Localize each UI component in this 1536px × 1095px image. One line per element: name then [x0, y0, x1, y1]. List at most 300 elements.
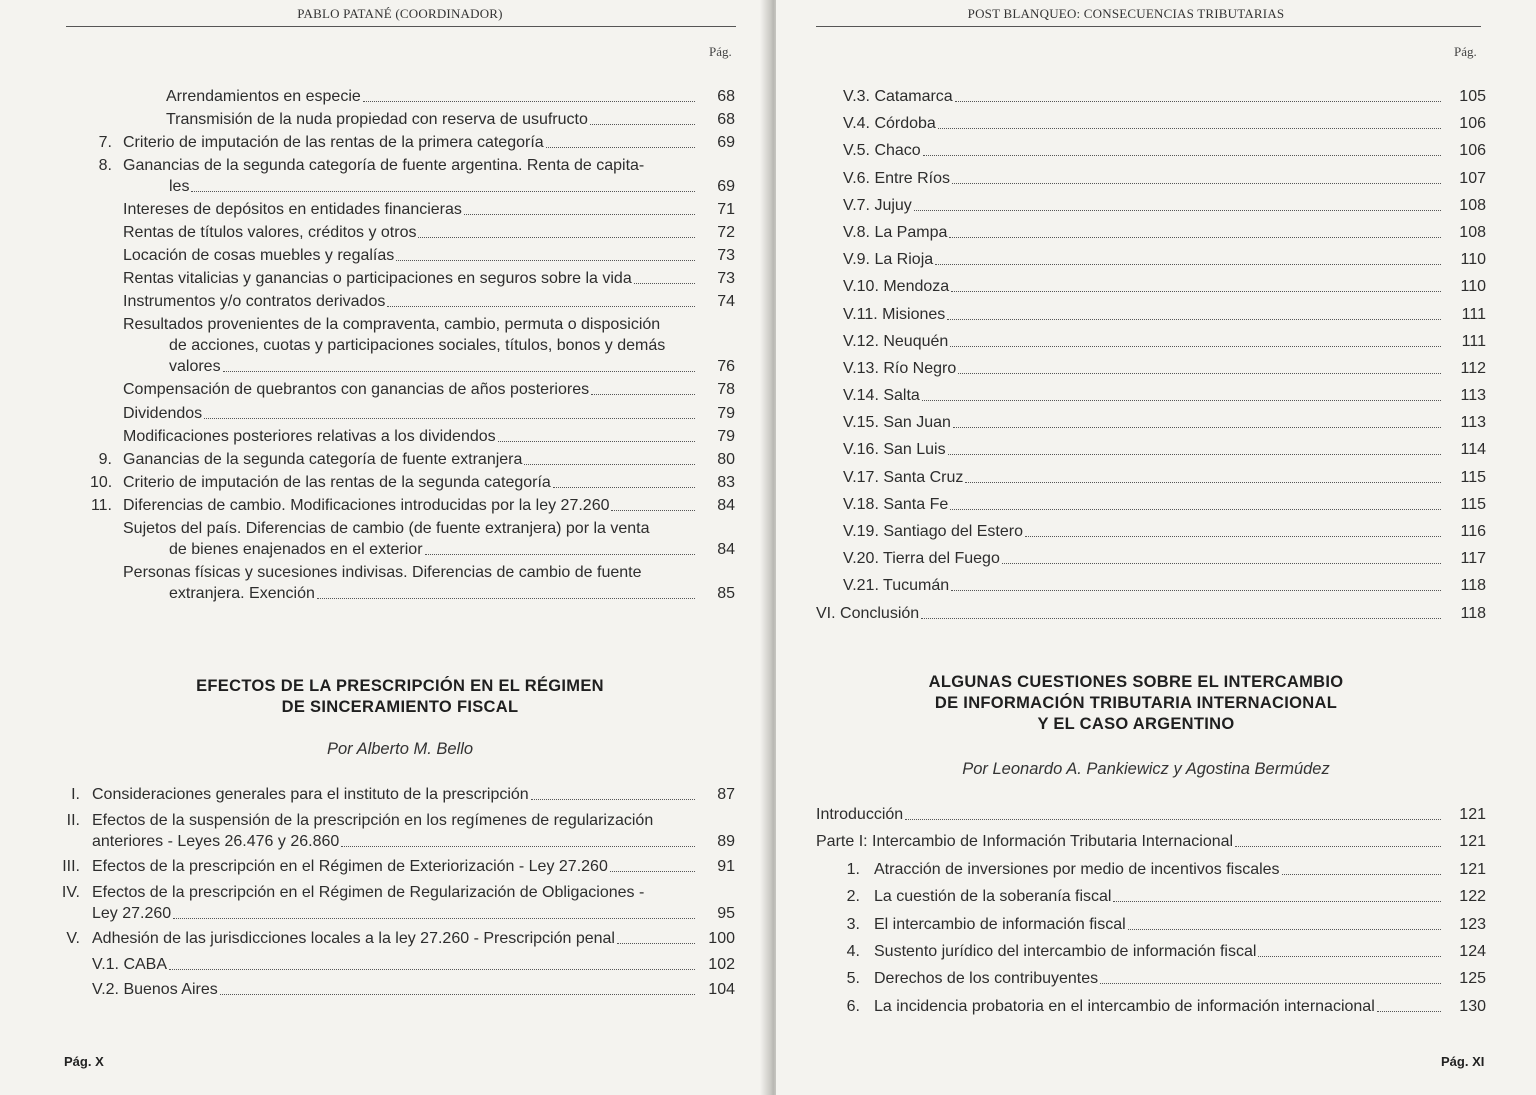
toc-entry-body — [92, 979, 695, 1000]
toc-entry-text: Personas físicas y sucesiones indivisas. Diferencias de cambio de fuente — [123, 563, 642, 581]
toc-entry — [90, 449, 735, 470]
toc-entry — [60, 856, 735, 877]
toc-line — [816, 467, 1486, 488]
toc-line — [816, 86, 1486, 107]
toc-entry-text: V.7. Jujuy — [843, 196, 912, 214]
toc-entry-text: VI. Conclusión — [816, 604, 920, 622]
toc-entry-body — [843, 168, 1441, 189]
toc-list — [90, 86, 735, 606]
toc-entry-text: V.17. Santa Cruz — [843, 468, 964, 486]
toc-entry-text: La cuestión de la soberanía fiscal — [874, 888, 1112, 906]
toc-entry-text: El intercambio de información fiscal — [874, 915, 1126, 933]
byline: Por Alberto M. Bello — [326, 740, 474, 758]
toc-page-number: 112 — [1460, 359, 1486, 377]
dot-leader — [1235, 845, 1441, 847]
toc-page-number: 121 — [1459, 806, 1486, 823]
toc-line — [816, 886, 1486, 907]
toc-page-number: 115 — [1460, 495, 1486, 513]
toc-page-number: 68 — [717, 88, 735, 105]
toc-number: IV. — [61, 883, 80, 901]
toc-entry-text: Derechos de los contribuyentes — [874, 970, 1099, 988]
toc-page-number: 91 — [717, 858, 735, 875]
toc-page-number: 108 — [1459, 223, 1486, 241]
toc-entry-text: V.16. San Luis — [843, 441, 946, 459]
toc-entry-text: extranjera. Exención — [169, 584, 315, 602]
dot-leader — [953, 426, 1441, 428]
toc-entry — [90, 495, 735, 516]
toc-entry — [60, 928, 735, 949]
toc-entry-text: valores — [169, 358, 221, 376]
dot-leader — [531, 798, 695, 800]
toc-entry-text: V.18. Santa Fe — [843, 495, 949, 513]
toc-entry-body — [92, 903, 695, 924]
dot-leader — [220, 993, 695, 995]
toc-entry-body — [169, 539, 695, 560]
toc-page-number: 85 — [717, 584, 735, 602]
toc-line — [816, 412, 1486, 433]
dot-leader — [905, 818, 1441, 820]
toc-line — [90, 268, 735, 289]
toc-line — [90, 539, 735, 560]
dot-leader — [947, 318, 1441, 320]
toc-entry-text: Rentas vitalicias y ganancias o participaciones en seguros sobre la vida — [123, 270, 632, 288]
toc-entry-body — [843, 140, 1441, 161]
dot-leader — [1113, 900, 1441, 902]
dot-leader — [387, 305, 695, 307]
toc-entry-text: V.1. CABA — [92, 955, 168, 973]
header-rule — [816, 26, 1481, 27]
toc-entry-body — [874, 859, 1441, 880]
toc-entry-text: V.9. La Rioja — [843, 251, 934, 269]
toc-entry — [816, 831, 1486, 852]
dot-leader — [935, 263, 1441, 265]
toc-entry — [90, 472, 735, 493]
dot-leader — [952, 182, 1441, 184]
toc-entry — [90, 132, 735, 153]
toc-line — [816, 168, 1486, 189]
dot-leader — [1025, 535, 1441, 537]
toc-page-number: 74 — [717, 293, 735, 311]
toc-line — [816, 249, 1486, 270]
dot-leader — [396, 259, 695, 261]
toc-entry — [816, 941, 1486, 962]
toc-page-number: 110 — [1460, 251, 1486, 269]
toc-entry-text: V.8. La Pampa — [843, 223, 948, 241]
toc-page-number: 110 — [1460, 278, 1486, 296]
toc-page-number: 108 — [1459, 196, 1486, 214]
toc-entry — [90, 314, 735, 377]
toc-entry-body — [843, 304, 1441, 325]
toc-entry-text: V.11. Misiones — [843, 305, 946, 323]
toc-line — [816, 521, 1486, 542]
toc-entry-body — [123, 291, 695, 312]
toc-line — [816, 222, 1486, 243]
toc-entry-body — [843, 412, 1441, 433]
toc-entry — [816, 385, 1486, 406]
toc-entry — [816, 331, 1486, 352]
toc-entry — [816, 140, 1486, 161]
toc-line — [90, 379, 735, 400]
toc-page-number: 83 — [717, 473, 735, 491]
toc-entry-text: Consideraciones generales para el instituto de la prescripción — [92, 786, 529, 803]
toc-page-number: 72 — [717, 224, 735, 242]
dot-leader — [948, 453, 1441, 455]
toc-page-number: 115 — [1460, 468, 1486, 486]
toc-line — [60, 882, 735, 903]
toc-page-number: 69 — [717, 178, 735, 196]
toc-entry-text: Ganancias de la segunda categoría de fuente argentina. Renta de capita- — [123, 157, 645, 175]
toc-number: 8. — [98, 157, 112, 175]
toc-entry-body — [843, 195, 1441, 216]
toc-entry-body — [169, 356, 695, 377]
dot-leader — [317, 597, 695, 599]
toc-entry-body — [816, 603, 1441, 624]
dot-leader — [363, 100, 695, 102]
dot-leader — [921, 617, 1441, 619]
toc-line — [816, 358, 1486, 379]
toc-line — [816, 859, 1486, 880]
toc-entry-body — [843, 548, 1441, 569]
toc-line — [816, 914, 1486, 935]
toc-entry — [60, 810, 735, 852]
toc-entry-text: Adhesión de las jurisdicciones locales a la ley 27.260 - Prescripción penal — [92, 930, 615, 947]
toc-entry-body — [874, 996, 1441, 1017]
toc-line — [60, 856, 735, 877]
dot-leader — [425, 553, 695, 555]
toc-number: 9. — [98, 450, 112, 468]
toc-entry — [90, 403, 735, 424]
toc-page-number: 73 — [717, 270, 735, 288]
toc-entry-text: V.21. Tucumán — [843, 577, 950, 595]
dot-leader — [923, 154, 1441, 156]
toc-number: III. — [62, 858, 80, 875]
toc-page-number: 121 — [1459, 860, 1486, 878]
toc-line — [60, 954, 735, 975]
toc-line — [816, 439, 1486, 460]
toc-page-number: 107 — [1459, 169, 1486, 187]
toc-entry-text: Dividendos — [123, 404, 203, 422]
toc-entry-body — [123, 379, 695, 400]
toc-page-number: 121 — [1459, 833, 1486, 851]
toc-entry-text: de acciones, cuotas y participaciones sociales, títulos, bonos y demás — [169, 337, 666, 355]
toc-entry-text: Locación de cosas muebles y regalías — [123, 247, 395, 265]
toc-entry-body — [816, 831, 1441, 852]
dot-leader — [524, 463, 695, 465]
dot-leader — [951, 589, 1441, 591]
toc-entry-text: Efectos de la prescripción en el Régimen de Exteriorización - Ley 27.260 — [92, 858, 608, 875]
right-page — [776, 0, 1536, 1095]
toc-entry-text: anteriores - Leyes 26.476 y 26.860 — [92, 832, 340, 850]
section-title-line: DE INFORMACIÓN TRIBUTARIA INTERNACIONAL — [934, 694, 1338, 712]
toc-entry — [816, 412, 1486, 433]
toc-entry-text: Ley 27.260 — [92, 904, 172, 922]
toc-line — [816, 575, 1486, 596]
toc-line — [90, 495, 735, 516]
dot-leader — [204, 417, 695, 419]
toc-entry-text: Efectos de la prescripción en el Régimen de Regularización de Obligaciones - — [92, 883, 645, 901]
toc-number: 1. — [846, 860, 860, 878]
section-title-line: ALGUNAS CUESTIONES SOBRE EL INTERCAMBIO — [928, 673, 1344, 691]
toc-entry-body — [843, 358, 1441, 379]
toc-entry-text: Instrumentos y/o contratos derivados — [123, 293, 386, 311]
toc-page-number: 73 — [717, 247, 735, 265]
toc-entry-body — [843, 575, 1441, 596]
toc-entry — [816, 358, 1486, 379]
toc-line — [90, 518, 735, 539]
toc-entry — [816, 276, 1486, 297]
toc-entry-body — [874, 968, 1441, 989]
toc-entry — [90, 86, 735, 107]
toc-page-number: 123 — [1459, 915, 1486, 933]
toc-line — [90, 449, 735, 470]
toc-line — [90, 356, 735, 377]
toc-line — [90, 199, 735, 220]
dot-leader — [1100, 982, 1441, 984]
toc-page-number: 111 — [1461, 332, 1486, 350]
dot-leader — [914, 209, 1441, 211]
section-title-line: DE SINCERAMIENTO FISCAL — [281, 698, 519, 716]
toc-page-number: 122 — [1459, 888, 1486, 906]
toc-entry-text: Transmisión de la nuda propiedad con reserva de usufructo — [166, 111, 588, 129]
dot-leader — [617, 942, 695, 944]
toc-page-number: 69 — [717, 134, 735, 152]
toc-entry — [816, 86, 1486, 107]
toc-entry-text: Arrendamientos en especie — [166, 88, 361, 105]
toc-entry-text: V.19. Santiago del Estero — [843, 523, 1023, 540]
toc-entry-text: La incidencia probatoria en el intercambio de información internacional — [874, 997, 1375, 1015]
toc-entry — [816, 886, 1486, 907]
toc-page-number: 84 — [717, 540, 735, 558]
toc-entry-body — [123, 403, 695, 424]
toc-entry-text: Compensación de quebrantos con ganancias de años posteriores — [123, 381, 590, 399]
toc-page-number: 114 — [1460, 441, 1486, 459]
toc-entry-body — [169, 583, 695, 604]
toc-entry — [90, 155, 735, 197]
toc-entry-text: les — [169, 178, 190, 196]
header-rule — [66, 26, 736, 27]
toc-entry-text: Atracción de inversiones por medio de incentivos fiscales — [874, 860, 1280, 878]
toc-entry — [816, 467, 1486, 488]
toc-number: 6. — [846, 997, 860, 1015]
dot-leader — [464, 213, 695, 215]
toc-entry-text: V.13. Río Negro — [843, 359, 957, 377]
dot-leader — [553, 486, 695, 488]
toc-page-number: 95 — [717, 904, 735, 922]
toc-entry-body — [169, 176, 695, 197]
toc-entry-text: Parte I: Intercambio de Información Tributaria Internacional — [816, 833, 1234, 851]
toc-line — [90, 245, 735, 266]
toc-line — [816, 385, 1486, 406]
toc-page-number: 125 — [1459, 970, 1486, 988]
toc-line — [816, 996, 1486, 1017]
toc-entry-body — [123, 426, 695, 447]
toc-entry-body — [843, 222, 1441, 243]
toc-entry — [60, 954, 735, 975]
toc-entry-text: Criterio de imputación de las rentas de la segunda categoría — [123, 473, 551, 491]
dot-leader — [169, 968, 695, 970]
toc-entry-body — [874, 914, 1441, 935]
toc-entry — [60, 882, 735, 924]
running-head: POST BLANQUEO: CONSECUENCIAS TRIBUTARIAS — [967, 6, 1285, 21]
toc-entry — [60, 979, 735, 1000]
toc-entry — [816, 575, 1486, 596]
toc-list — [60, 784, 735, 1005]
toc-line — [816, 276, 1486, 297]
toc-page-number: 89 — [717, 832, 735, 850]
toc-entry-text: V.6. Entre Ríos — [843, 169, 951, 187]
toc-entry-text: Modificaciones posteriores relativas a los dividendos — [123, 427, 496, 445]
toc-line — [90, 222, 735, 243]
toc-entry-body — [123, 222, 695, 243]
toc-page-number: 79 — [717, 427, 735, 445]
toc-line — [60, 831, 735, 852]
toc-line — [60, 903, 735, 924]
toc-entry-body — [123, 268, 695, 289]
toc-entry-body — [166, 86, 695, 107]
toc-line — [816, 548, 1486, 569]
toc-page-number: 118 — [1460, 577, 1486, 595]
toc-entry-body — [92, 784, 695, 805]
toc-entry — [816, 113, 1486, 134]
dot-leader — [958, 372, 1441, 374]
toc-entry — [816, 859, 1486, 880]
section-title — [80, 676, 720, 718]
toc-entry-body — [843, 467, 1441, 488]
dot-leader — [949, 236, 1441, 238]
toc-line — [90, 403, 735, 424]
toc-line — [816, 113, 1486, 134]
toc-entry-text: V.10. Mendoza — [843, 278, 950, 296]
toc-entry-text: Diferencias de cambio. Modificaciones introducidas por la ley 27.260 — [123, 496, 610, 514]
dot-leader — [965, 481, 1441, 483]
toc-number: 5. — [846, 970, 860, 988]
section-title — [836, 672, 1436, 735]
toc-line — [90, 472, 735, 493]
toc-entry-body — [123, 245, 695, 266]
toc-page-number: 117 — [1460, 550, 1486, 568]
toc-page-number: 124 — [1459, 942, 1486, 960]
toc-entry-body — [843, 249, 1441, 270]
toc-entry — [90, 562, 735, 604]
dot-leader — [950, 345, 1441, 347]
toc-entry-text: V.20. Tierra del Fuego — [843, 550, 1000, 568]
toc-entry — [90, 518, 735, 560]
toc-entry-text: Rentas de títulos valores, créditos y otros — [123, 224, 417, 242]
dot-leader — [1282, 873, 1441, 875]
toc-line — [60, 928, 735, 949]
dot-leader — [611, 509, 695, 511]
toc-page-number: 102 — [708, 955, 735, 973]
toc-entry-body — [123, 199, 695, 220]
toc-page-number: 105 — [1459, 88, 1486, 105]
toc-line — [90, 155, 735, 176]
toc-line — [816, 831, 1486, 852]
toc-line — [816, 941, 1486, 962]
toc-line — [816, 603, 1486, 624]
dot-leader — [418, 236, 695, 238]
page-column-label: Pág. — [1454, 44, 1477, 59]
toc-number: 4. — [846, 942, 860, 960]
toc-entry-text: V.3. Catamarca — [843, 88, 953, 105]
toc-page-number: 113 — [1460, 414, 1486, 432]
toc-page-number: 118 — [1460, 604, 1486, 622]
dot-leader — [590, 123, 695, 125]
toc-page-number: 113 — [1460, 387, 1486, 405]
toc-entry-body — [123, 449, 695, 470]
toc-entry-text: V.14. Salta — [843, 387, 920, 405]
toc-line — [90, 335, 735, 356]
toc-entry-body — [92, 928, 695, 949]
toc-entry-text: V.15. San Juan — [843, 414, 951, 432]
toc-entry — [816, 304, 1486, 325]
dot-leader — [1377, 1010, 1441, 1012]
toc-page-number: 111 — [1461, 305, 1486, 323]
toc-entry-body — [843, 276, 1441, 297]
dot-leader — [938, 127, 1441, 129]
toc-entry — [816, 996, 1486, 1017]
dot-leader — [1258, 955, 1441, 957]
toc-line — [60, 979, 735, 1000]
toc-line — [816, 494, 1486, 515]
toc-entry-body — [92, 856, 695, 877]
toc-page-number: 116 — [1460, 523, 1486, 540]
dot-leader — [922, 399, 1441, 401]
toc-entry-text: V.2. Buenos Aires — [92, 981, 218, 998]
toc-entry-body — [123, 472, 695, 493]
toc-line — [816, 804, 1486, 825]
toc-page-number: 78 — [717, 381, 735, 399]
toc-line — [816, 331, 1486, 352]
section-title-line: Y EL CASO ARGENTINO — [1037, 715, 1235, 733]
toc-line — [90, 314, 735, 335]
toc-line — [90, 132, 735, 153]
toc-entry — [90, 268, 735, 289]
toc-page-number: 68 — [717, 111, 735, 129]
dot-leader — [191, 190, 695, 192]
toc-entry-body — [843, 494, 1441, 515]
toc-number: 2. — [846, 888, 860, 906]
toc-entry-text: Ganancias de la segunda categoría de fuente extranjera — [123, 450, 523, 468]
toc-entry-body — [816, 804, 1441, 825]
toc-entry-body — [874, 941, 1441, 962]
toc-entry-body — [123, 132, 695, 153]
running-head: PABLO PATANÉ (COORDINADOR) — [297, 6, 503, 21]
toc-entry-body — [843, 113, 1441, 134]
toc-number: 7. — [98, 134, 112, 152]
toc-page-number: 104 — [708, 981, 735, 998]
toc-line — [816, 195, 1486, 216]
toc-entry — [816, 804, 1486, 825]
toc-list — [816, 804, 1486, 1023]
toc-line — [60, 810, 735, 831]
toc-entry — [816, 494, 1486, 515]
toc-entry — [90, 291, 735, 312]
toc-entry-body — [843, 331, 1441, 352]
toc-number: 11. — [90, 496, 112, 514]
toc-line — [90, 291, 735, 312]
toc-entry — [90, 199, 735, 220]
toc-page-number: 71 — [717, 201, 735, 219]
toc-entry — [816, 914, 1486, 935]
toc-entry — [90, 245, 735, 266]
toc-line — [60, 784, 735, 805]
toc-entry — [60, 784, 735, 805]
toc-entry-text: Sujetos del país. Diferencias de cambio (de fuente extranjera) por la venta — [123, 519, 650, 537]
toc-line — [90, 109, 735, 130]
toc-line — [816, 968, 1486, 989]
toc-entry — [90, 222, 735, 243]
toc-entry-body — [843, 86, 1441, 107]
